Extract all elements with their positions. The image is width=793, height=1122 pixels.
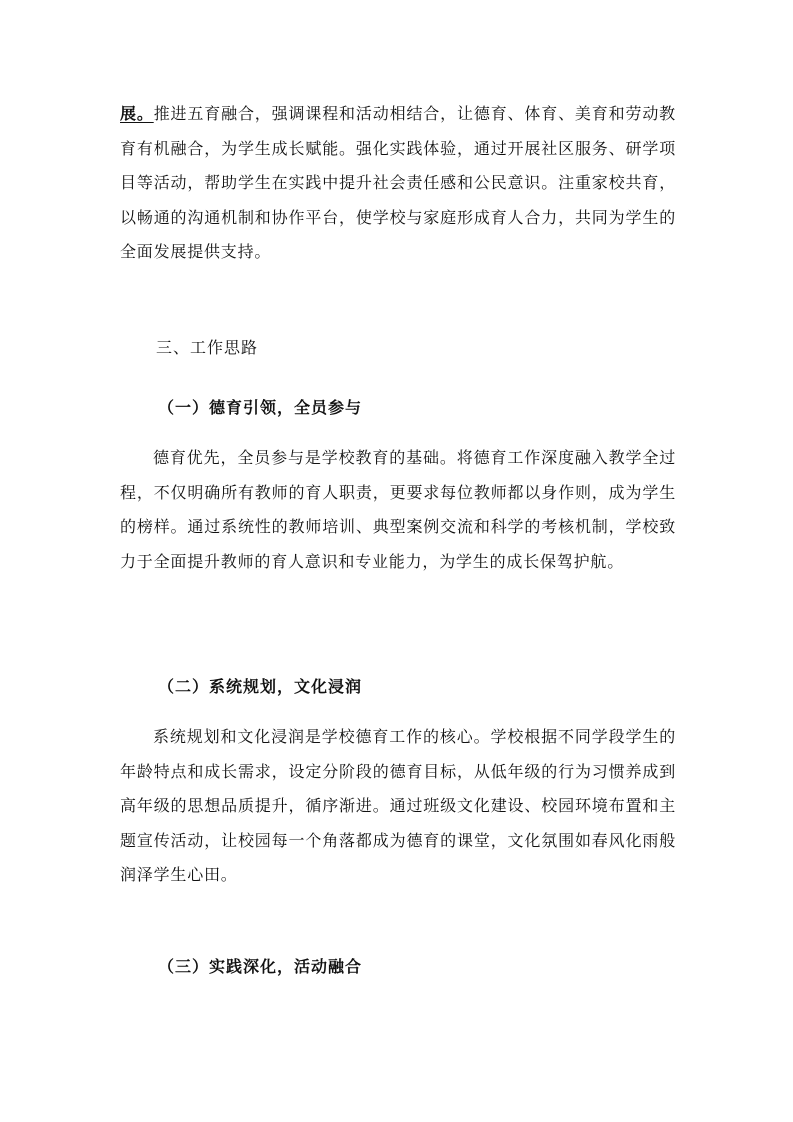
subsection-one-body: 德育优先，全员参与是学校教育的基础。将德育工作深度融入教学全过程，不仅明确所有教师的育人职责，更要求每位教师都以身作则，成为学生的榜样。通过系统性的教师培训、典型案例交流和科学的考核机制，学校致力于全面提升教师的育人意识和专业能力，为学生的成长保驾护航。 [120,448,676,571]
intro-text: 推进五育融合，强调课程和活动相结合，让德育、体育、美育和劳动教育有机融合，为学生成长赋能。强化实践体验，通过开展社区服务、研学项目等活动，帮助学生在实践中提升社会责任感和公民意识。注重家校共育，以畅通的沟通机制和协作平台，使学校与家庭形成育人合力，共同为学生的全面发展提供支持。 [120,104,676,261]
subsection-one-title: （一）德育引领，全员参与 [158,398,363,417]
subsection-three-title: （三）实践深化，活动融合 [158,957,363,976]
subsection-two-title: （二）系统规划，文化浸润 [158,677,363,696]
section-three-title: 三、工作思路 [156,338,259,357]
subsection-two-body: 系统规划和文化浸润是学校德育工作的核心。学校根据不同学段学生的年龄特点和成长需求，设定分阶段的德育目标，从低年级的行为习惯养成到高年级的思想品质提升，循序渐进。通过班级文化建设、校园环境布置和主题宣传活动，让校园每一个角落都成为德育的课堂，文化氛围如春风化雨般润泽学生心田。 [120,727,676,884]
intro-paragraph [120,97,676,270]
intro-lead-bold: 展。 [120,104,154,123]
